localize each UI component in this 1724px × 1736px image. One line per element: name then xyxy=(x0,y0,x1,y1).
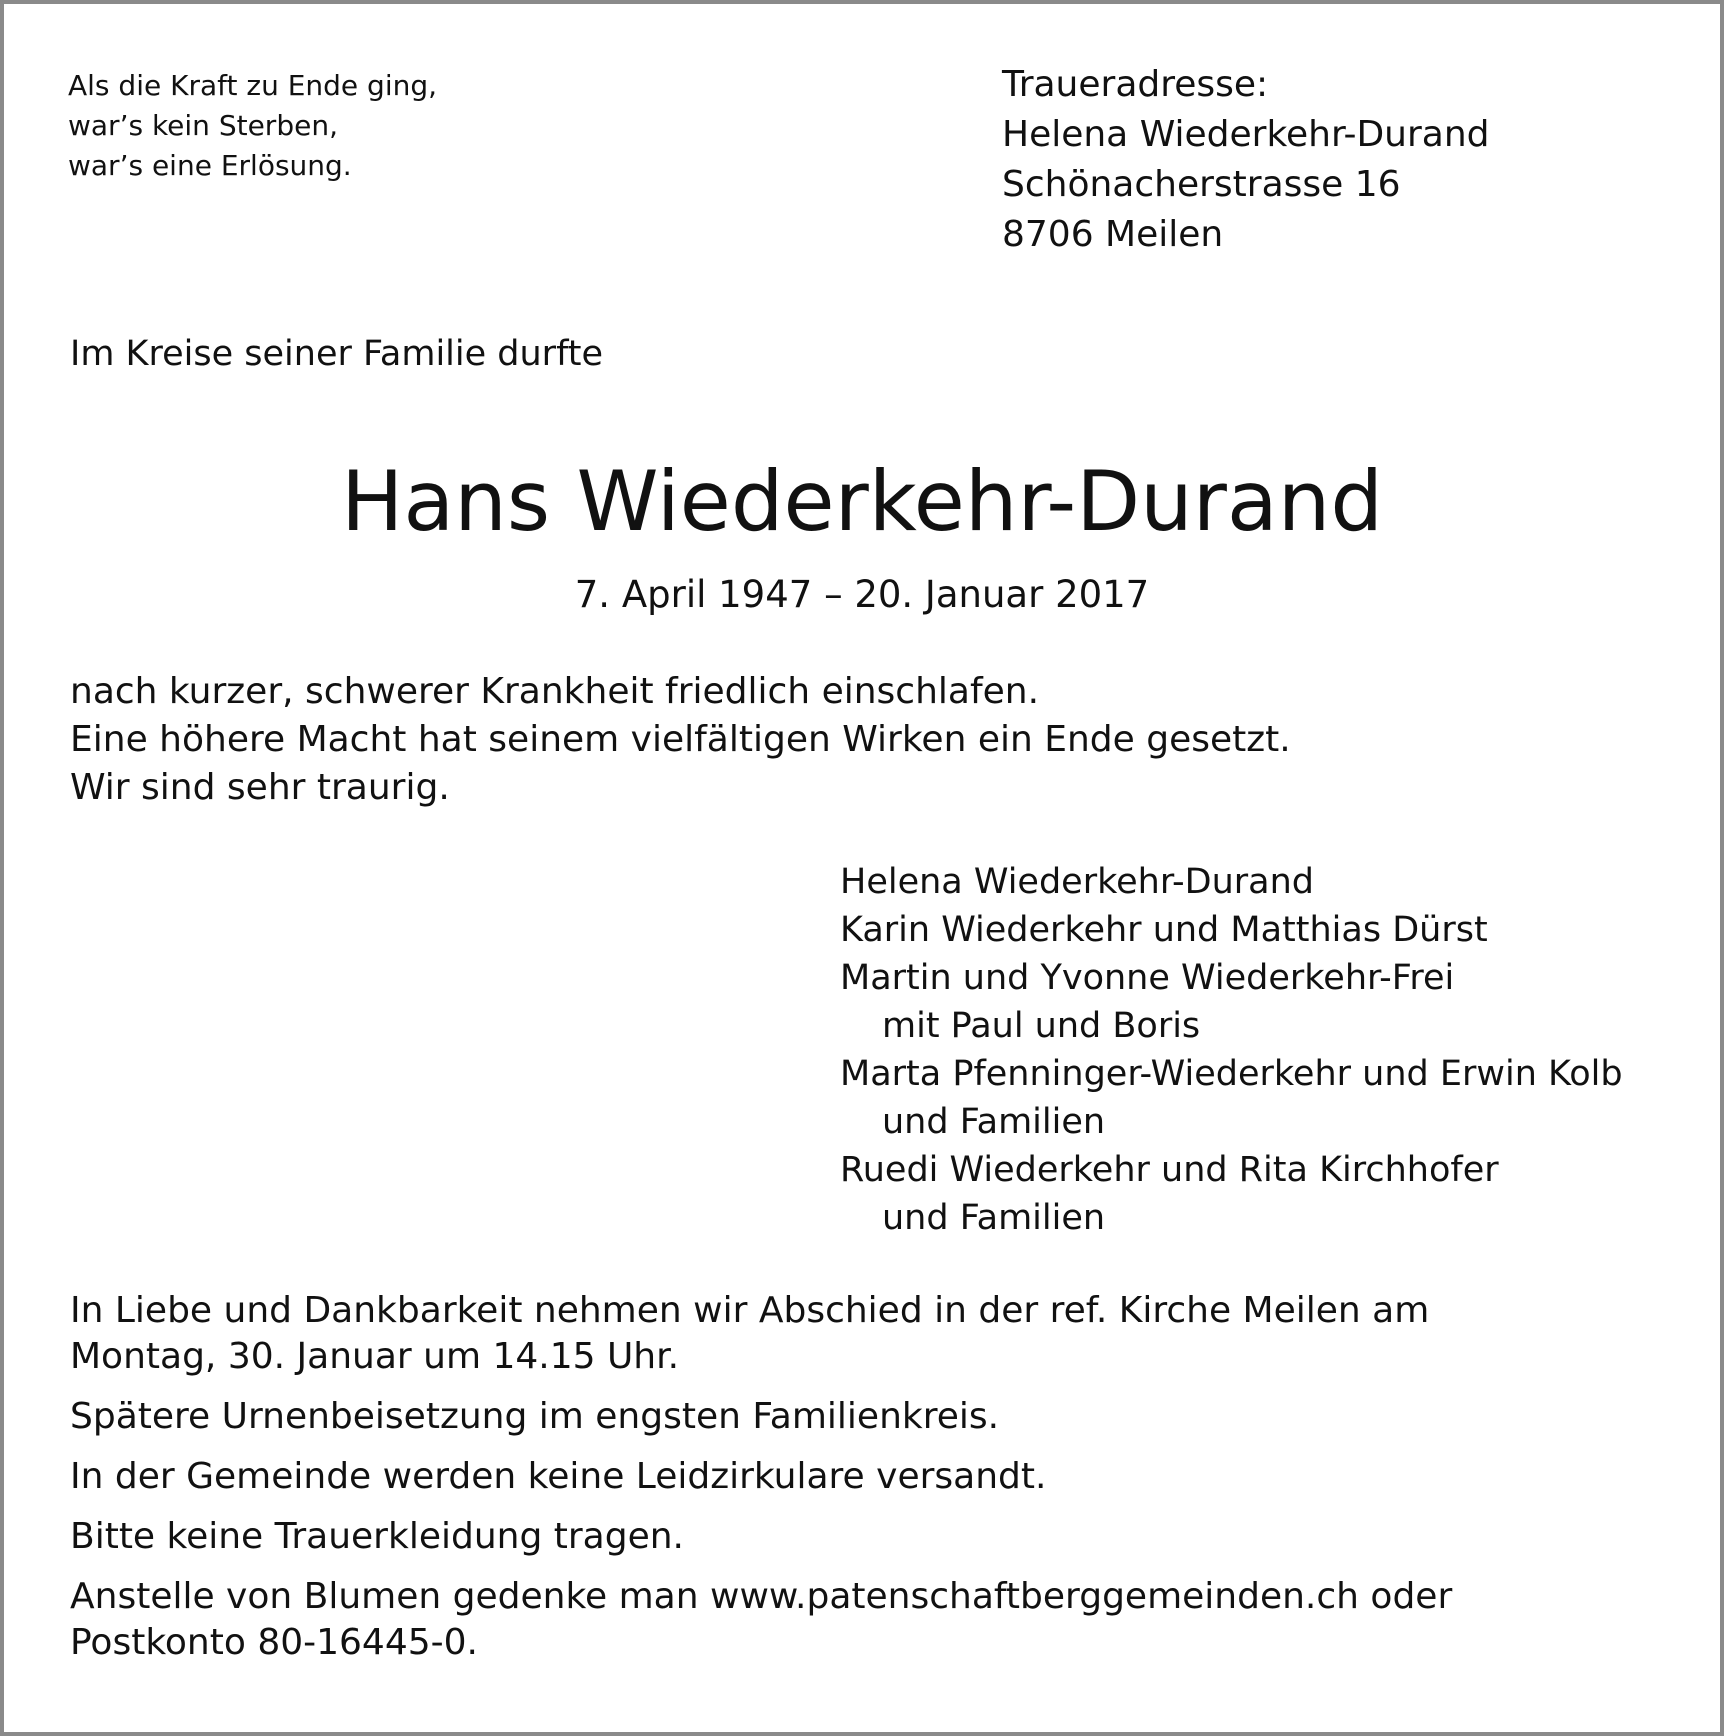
address-city: 8706 Meilen xyxy=(1002,214,1224,255)
family-member-sub: und Familien xyxy=(882,1102,1106,1142)
poem xyxy=(68,66,437,186)
message-line: nach kurzer, schwerer Krankheit friedlich einschlafen. xyxy=(70,671,1040,712)
family-member-sub: mit Paul und Boris xyxy=(882,1006,1201,1046)
message-line: Eine höhere Macht hat seinem vielfältigen Wirken ein Ende gesetzt. xyxy=(70,719,1291,760)
urn-paragraph xyxy=(70,1394,1452,1440)
poem-line: war’s eine Erlösung. xyxy=(68,149,352,182)
poem-line: war’s kein Sterben, xyxy=(68,109,338,142)
address-heading: Traueradresse: xyxy=(1002,64,1269,105)
donation-paragraph xyxy=(70,1574,1452,1666)
life-dates: 7. April 1947 – 20. Januar 2017 xyxy=(574,573,1150,616)
family-member: Ruedi Wiederkehr und Rita Kirchhofer xyxy=(840,1150,1499,1190)
address-name: Helena Wiederkehr-Durand xyxy=(1002,114,1490,155)
address-street: Schönacherstrasse 16 xyxy=(1002,164,1401,205)
intro-text: Im Kreise seiner Familie durfte xyxy=(70,334,604,374)
deceased-name: Hans Wiederkehr-Durand xyxy=(340,453,1384,550)
message-line: Wir sind sehr traurig. xyxy=(70,767,450,808)
clothing-paragraph xyxy=(70,1514,1452,1560)
farewell-paragraph xyxy=(70,1288,1452,1380)
closing-notes xyxy=(70,1288,1452,1680)
family-member-sub: und Familien xyxy=(882,1198,1106,1238)
closing-line: Bitte keine Trauerkleidung tragen. xyxy=(70,1516,684,1557)
poem-line: Als die Kraft zu Ende ging, xyxy=(68,69,438,102)
family-member: Karin Wiederkehr und Matthias Dürst xyxy=(840,910,1488,950)
closing-line: Postkonto 80-16445-0. xyxy=(70,1622,478,1663)
closing-line: In der Gemeinde werden keine Leidzirkulare versandt. xyxy=(70,1456,1047,1497)
family-list xyxy=(840,858,1623,1242)
closing-line: Spätere Urnenbeisetzung im engsten Familienkreis. xyxy=(70,1396,1000,1437)
circular-paragraph xyxy=(70,1454,1452,1500)
family-member: Marta Pfenninger-Wiederkehr und Erwin Kolb xyxy=(840,1054,1623,1094)
family-member: Helena Wiederkehr-Durand xyxy=(840,862,1314,902)
mourning-address xyxy=(1002,60,1490,260)
message xyxy=(70,668,1291,812)
family-member: Martin und Yvonne Wiederkehr-Frei xyxy=(840,958,1455,998)
closing-line: In Liebe und Dankbarkeit nehmen wir Abschied in der ref. Kirche Meilen am xyxy=(70,1290,1430,1331)
closing-line: Montag, 30. Januar um 14.15 Uhr. xyxy=(70,1336,680,1377)
closing-line: Anstelle von Blumen gedenke man www.patenschaftberggemeinden.ch oder xyxy=(70,1576,1453,1617)
